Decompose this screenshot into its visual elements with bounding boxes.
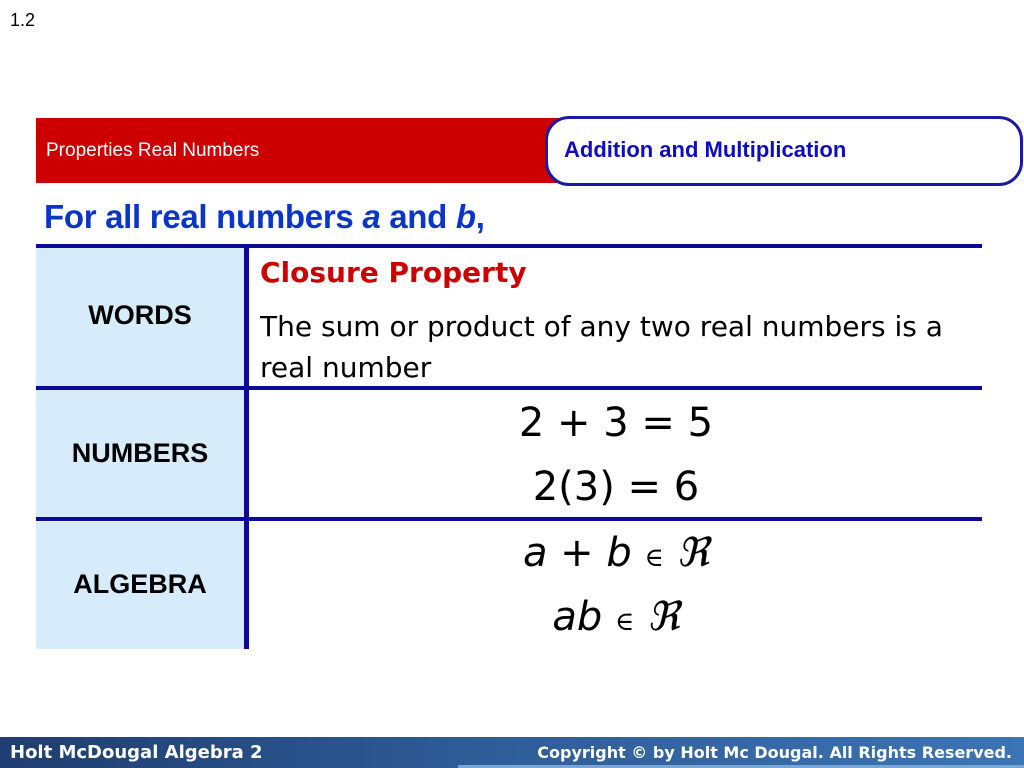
algebra-var-a: a [522,530,548,576]
slide-number: 1.2 [10,10,36,30]
reals-symbol: ℜ [676,530,710,576]
row-label-cell-words [36,248,244,386]
footer-book-title: Holt McDougal Algebra 2 [10,742,263,763]
element-of-symbol: ∈ [615,607,635,637]
row-label-cell-numbers [36,390,244,518]
intro-middle: and [380,198,456,235]
table-divider [36,244,982,248]
intro-suffix: , [475,198,485,235]
algebra-var-b: b [606,530,632,576]
header-tab-label: Addition and Multiplication [564,137,847,162]
table-column-divider [244,248,249,649]
footer-copyright: Copyright © by Holt Mc Dougal. All Rights Reserved. [537,743,1012,762]
intro-var-b: b [455,198,476,235]
numbers-product-example: 2(3) = 6 [532,464,700,510]
footer-bar [0,737,1024,768]
algebra-plus: + [547,530,607,576]
algebra-var-ab: ab [552,594,603,640]
header-bar [36,118,576,183]
table-divider [36,517,982,521]
algebra-product-expression [250,594,982,640]
property-title: Closure Property [260,256,527,289]
intro-var-a: a [362,198,381,235]
intro-statement [44,198,485,236]
element-of-symbol: ∈ [644,543,664,573]
header-tab [545,116,1023,186]
property-description: The sum or product of any two real numbers is a real number [260,310,943,384]
row-label-words: WORDS [88,300,192,330]
algebra-sum-expression [250,530,982,576]
intro-prefix: For all real numbers [44,198,363,235]
reals-symbol: ℜ [647,594,680,640]
row-label-algebra: ALGEBRA [73,569,207,599]
row-label-cell-algebra [36,522,244,649]
row-label-numbers: NUMBERS [71,438,209,468]
header-title: Properties Real Numbers [46,140,260,161]
numbers-sum-example: 2 + 3 = 5 [518,400,714,446]
